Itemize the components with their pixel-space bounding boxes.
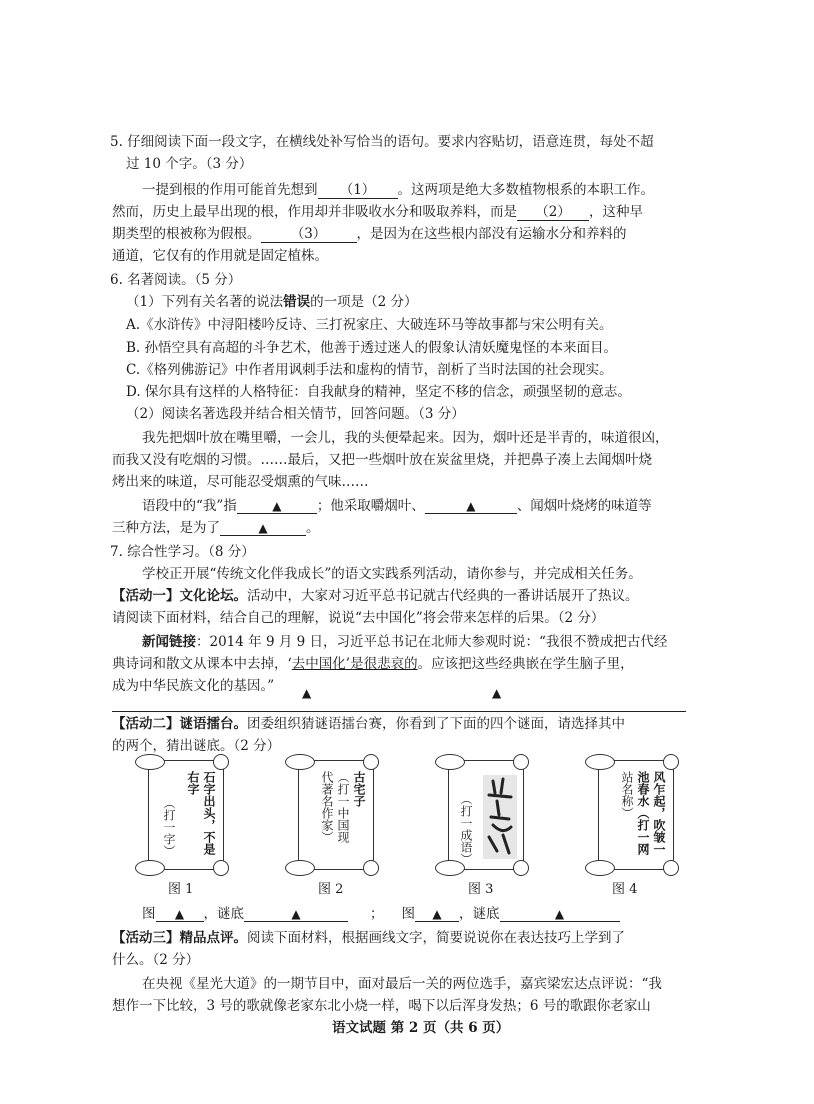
q7-activity2-line2: 的两个，猜出谜底。（2 分） — [112, 738, 281, 754]
q6-answer-blank-2[interactable]: ▲ — [425, 499, 517, 514]
riddle-4-text-col3: 站名称） — [620, 771, 634, 819]
riddle-2-text-col2: （打一中国现 — [336, 771, 350, 843]
q5-stem-line2: 过 10 个字。（3 分） — [126, 156, 253, 172]
scroll-curl-icon — [585, 860, 615, 876]
q6-excerpt-line1: 我先把烟叶放在嘴里嚼，一会儿，我的头便晕起来。因为，烟叶还是半青的，味道很凶， — [142, 430, 669, 446]
q7-activity3-para-line1: 在央视《星光大道》的一期节目中，面对最后一关的两位选手，嘉宾梁宏达点评说：“我 — [142, 976, 662, 992]
scroll-curl-icon — [585, 754, 615, 770]
q7-activity1-line2: 请阅读下面材料，结合自己的理解，说说“去中国化”将会带来怎样的后果。（2 分） — [112, 610, 605, 626]
figure-3-label: 图 3 — [468, 882, 494, 897]
q7-news-line2: 典诗词和散文从课本中去掉，‘去中国化’是很悲哀的。应该把这些经典嵌在学生脑子里， — [112, 656, 634, 672]
riddle-scroll-1 — [148, 760, 224, 870]
riddle-figure-blank-2[interactable]: ▲ — [415, 907, 459, 922]
riddle-1-text-col2: 右字 — [186, 771, 200, 795]
q7-activity3-para-line2: 想作一下比较，3 号的歌就像老家东北小烧一样，喝下以后浑身发热；6 号的歌跟你老家山 — [112, 998, 651, 1014]
brush-character-icon — [483, 775, 517, 859]
q7-news-line3: 成为中华民族文化的基因。” — [112, 678, 275, 694]
riddle-4-text-col1: 风乍起，吹皱一 — [652, 771, 666, 855]
riddle-scroll-4 — [598, 760, 674, 870]
figure-2-label: 图 2 — [318, 882, 344, 897]
q6-stem: 6. 名著阅读。（5 分） — [110, 272, 242, 288]
scroll-curl-icon — [363, 754, 379, 770]
q5-blank-2[interactable]: （2） — [517, 200, 589, 221]
figure-1-label: 图 1 — [168, 882, 194, 897]
q6-option-a[interactable]: A.《水浒传》中浔阳楼吟反诗、三打祝家庄、大破连环马等故事都与宋公明有关。 — [126, 317, 613, 333]
riddle-2-text-col3: 代著名作家） — [320, 771, 334, 843]
q7-activity1-answer-line[interactable] — [112, 697, 686, 712]
q5-passage-line4: 通道，它仅有的作用就是固定植株。 — [112, 248, 328, 264]
q6-option-b[interactable]: B. 孙悟空具有高超的斗争艺术，他善于透过迷人的假象认清妖魔鬼怪的本来面目。 — [126, 340, 618, 356]
q7-activity1-triangle-2: ▲ — [492, 686, 502, 700]
scroll-curl-icon — [435, 754, 465, 770]
riddle-1-text-col1: 石字出头，不是 — [202, 771, 216, 855]
q7-news-line1: 新闻链接：2014 年 9 月 9 日，习近平总书记在北师大参观时说：“我很不赞成把古代经 — [142, 634, 668, 650]
q7-activity3-line2: 什么。（2 分） — [112, 952, 200, 968]
q5-passage-line3: 期类型的根被称为假根。 （3） ，是因为在这些根内部没有运输水分和养料的 — [112, 222, 627, 243]
q6-sub2: （2）阅读名著选段并结合相关情节，回答问题。（3 分） — [126, 406, 465, 422]
q6-answer-blank-3[interactable]: ▲ — [220, 521, 306, 536]
riddle-answer-blank-2[interactable]: ▲ — [500, 907, 620, 922]
q7-activity1-triangle-1: ▲ — [302, 686, 312, 700]
q7-activity1-line1: 【活动一】文化论坛。活动中，大家对习近平总书记就古代经典的一番讲话展开了热议。 — [112, 588, 639, 604]
q5-blank-3[interactable]: （3） — [261, 222, 357, 243]
q6-sub1: （1）下列有关名著的说法错误的一项是（2 分） — [126, 294, 418, 310]
q6-excerpt-line3: 烤出来的味道，尽可能忍受烟熏的气味…… — [112, 474, 369, 490]
q5-stem-line1: 5. 仔细阅读下面一段文字，在横线处补写恰当的语句。要求内容贴切，语意连贯，每处不超 — [110, 134, 654, 150]
q5-passage-line2: 然而，历史上最早出现的根，作用却并非吸收水分和吸取养料，而是 （2） ，这种早 — [112, 200, 643, 221]
q6-question-line2: 三种方法，是为了 ▲ 。 — [112, 520, 320, 536]
q5-blank-1[interactable]: （1） — [318, 178, 398, 199]
page-footer: 语文试题 第 2 页（共 6 页） — [332, 1020, 510, 1036]
riddle-4-text-col2: 池春水（打一网 — [636, 771, 650, 855]
q5-passage-line1: 一提到根的作用可能首先想到 （1） 。这两项是绝大多数植物根系的本职工作。 — [142, 178, 654, 199]
q6-option-c[interactable]: C.《格列佛游记》中作者用讽刺手法和虚构的情节，剖析了当时法国的社会现实。 — [126, 362, 613, 378]
q6-excerpt-line2: 而我又没有吃烟的习惯。……最后，又把一些烟叶放在炭盆里烧，并把鼻子凑上去闻烟叶烧 — [112, 452, 652, 468]
q6-option-d[interactable]: D. 保尔具有这样的人格特征：自我献身的精神，坚定不移的信念，顽强坚韧的意志。 — [126, 384, 631, 400]
scroll-curl-icon — [285, 860, 315, 876]
q7-activity3-line1: 【活动三】精品点评。阅读下面材料，根据画线文字，简要说说你在表达技巧上学到了 — [112, 930, 625, 946]
riddle-answer-blank-1[interactable]: ▲ — [244, 907, 348, 922]
riddle-scroll-3 — [448, 760, 524, 870]
q7-stem: 7. 综合性学习。（8 分） — [110, 544, 255, 560]
scroll-curl-icon — [213, 860, 229, 876]
scroll-curl-icon — [213, 754, 229, 770]
figure-4-label: 图 4 — [612, 882, 638, 897]
q7-activity2-line1: 【活动二】谜语擂台。团委组织猜谜语擂台赛，你看到了下面的四个谜面，请选择其中 — [112, 716, 625, 732]
scroll-curl-icon — [135, 860, 165, 876]
riddle-scroll-2 — [298, 760, 374, 870]
q6-question-line1: 语段中的“我”指 ▲ ；他采取嚼烟叶、 ▲ 、闻烟叶烧烤的味道等 — [142, 498, 652, 514]
riddle-answer-line: 图 ▲ ，谜底 ▲ ； 图 ▲ ，谜底 ▲ — [142, 902, 620, 922]
scroll-curl-icon — [363, 860, 379, 876]
riddle-1-text-col3: （打一字） — [162, 797, 176, 857]
q7-intro: 学校正开展“传统文化伴我成长”的语文实践系列活动，请你参与，并完成相关任务。 — [142, 566, 642, 582]
scroll-curl-icon — [663, 860, 679, 876]
scroll-curl-icon — [135, 754, 165, 770]
q6-answer-blank-1[interactable]: ▲ — [237, 499, 317, 514]
riddle-3-text-col1: （打一成语） — [459, 793, 473, 865]
riddle-2-text-col1: 古宅子 — [352, 771, 366, 807]
scroll-curl-icon — [513, 754, 529, 770]
scroll-curl-icon — [513, 860, 529, 876]
riddle-figure-blank-1[interactable]: ▲ — [156, 907, 204, 922]
scroll-curl-icon — [285, 754, 315, 770]
scroll-curl-icon — [663, 754, 679, 770]
